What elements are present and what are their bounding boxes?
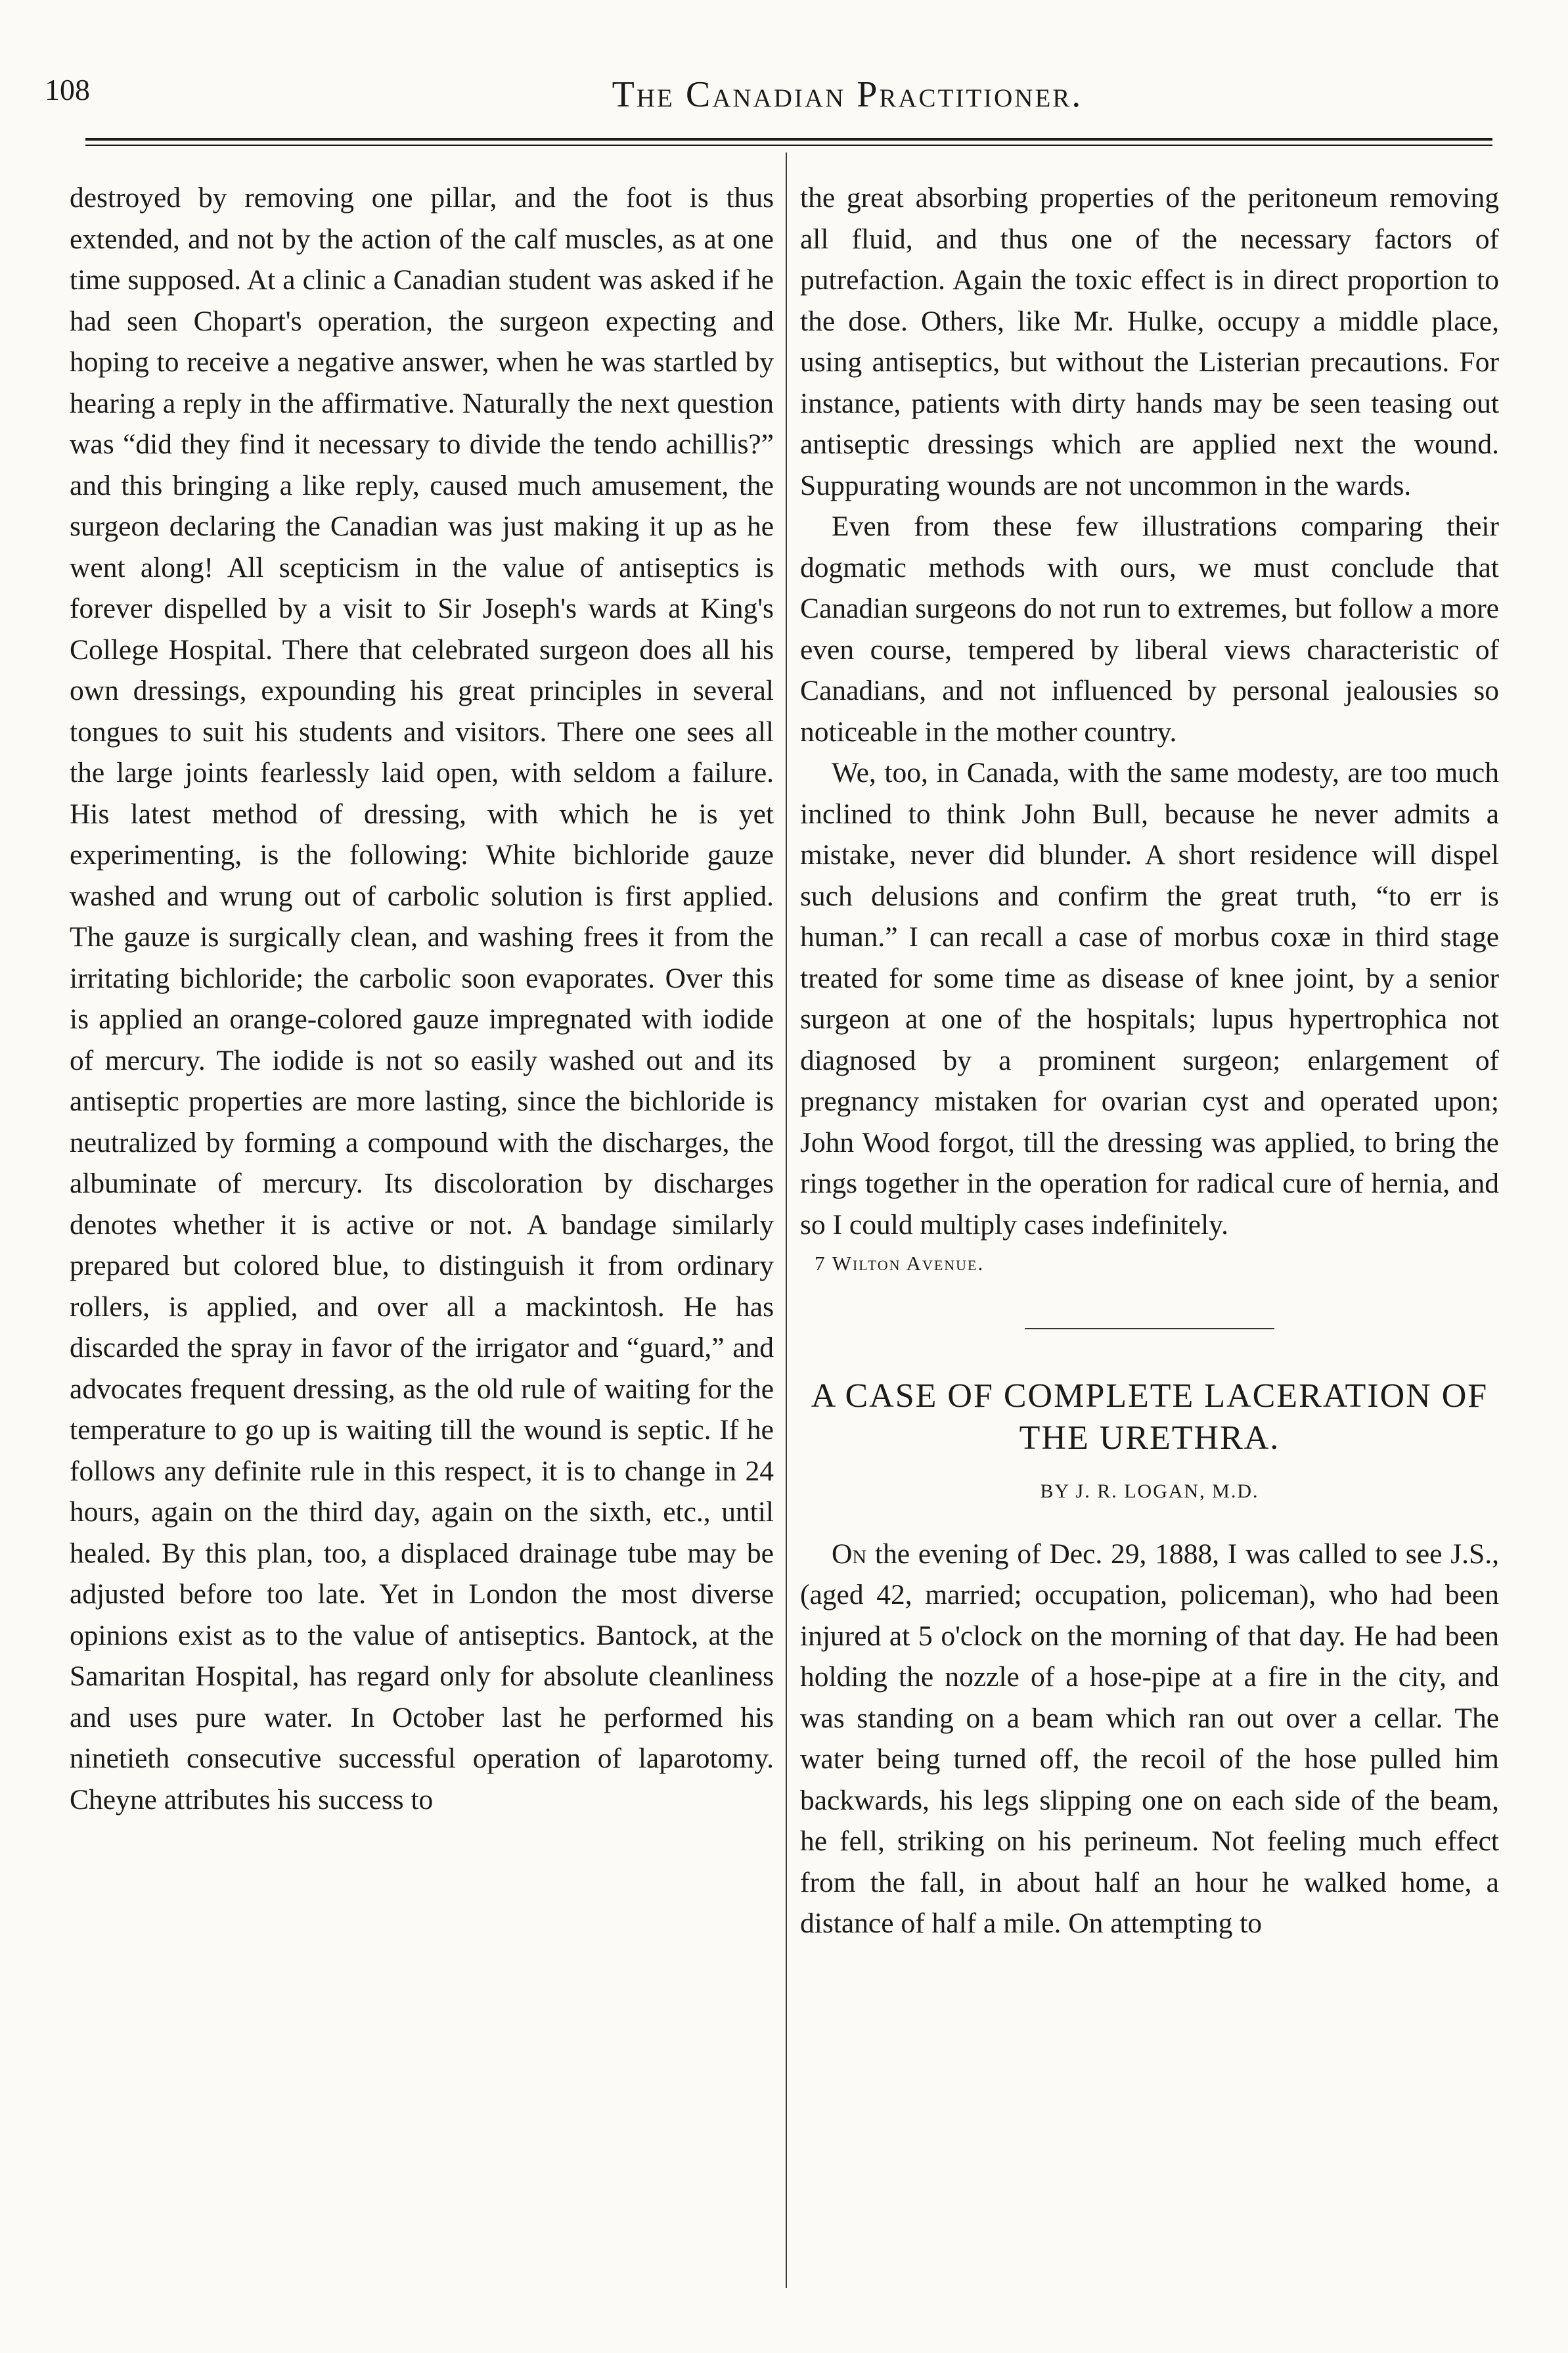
left-paragraph-1: destroyed by removing one pillar, and the foot is thus extended, and not by the action of the calf muscles, as at one time supposed. At a clinic a Canadian student was asked if he had seen Chopart's operation, the surgeon expecting and hoping to receive a negative answer, when he was startled by hearing a reply in the affirmative. Naturally the next question was “did they find it necessary to divide the tendo achillis?” and this bringing a like reply, caused much amusement, the surgeon declaring the Canadian was just making it up as he went along! All scepticism in the value of antiseptics is forever dispelled by a visit to Sir Joseph's wards at King's College Hospital. There that celebrated surgeon does all his own dressings, expounding his great principles in several tongues to suit his students and visitors. There one sees all the large joints fearlessly laid open, with seldom a failure. His latest method of dressing, with which he is yet experimenting, is the following: White bichloride gauze washed and wrung out of carbolic solution is first applied. The gauze is surgically clean, and washing frees it from the irritating bichloride; the carbolic soon evaporates. Over this is applied an orange-colored gauze impregnated with iodide of mercury. The iodide is not so easily washed out and its antiseptic properties are more lasting, since the bichloride is neutralized by forming a compound with the discharges, the albuminate of mercury. Its discoloration by discharges denotes whether it is active or not. A bandage similarly prepared but colored blue, to distinguish it from ordinary rollers, is applied, and over all a mackintosh. He has discarded the spray in favor of the irrigator and “guard,” and advocates frequent dressing, as the old rule of waiting for the temperature to go up is waiting till the wound is septic. If he follows any definite rule in this respect, it is to change in 24 hours, again on the third day, again on the sixth, etc., until healed. By this plan, too, a displaced drainage tube may be adjusted before too late. Yet in London the most diverse opinions exist as to the value of antiseptics. Bantock, at the Samaritan Hospital, has regard only for absolute cleanliness and uses pure water. In October last he performed his ninetieth consecutive successful operation of laparotomy. Cheyne attributes his success to — [70, 182, 774, 1816]
right-paragraph-2: Even from these few illustrations comparing their dogmatic methods with ours, we must conclude that Canadian surgeons do not run to extremes, but follow a more even course, tempered by liberal views characteristic of Canadians, and not influenced by personal jealousies so noticeable in the mother country. — [800, 511, 1499, 748]
article-paragraph-1 — [800, 1534, 1499, 1944]
header-rule-thick — [85, 138, 1492, 141]
article-opening-word: On — [832, 1538, 867, 1570]
author-address: 7 Wilton Avenue. — [815, 1252, 985, 1275]
right-paragraph-3: We, too, in Canada, with the same modesty, are too much inclined to think John Bull, because he never admits a mistake, never did blunder. A short residence will dispel such delusions and confirm the great truth, “to err is human.” I can recall a case of morbus coxæ in third stage treated for some time as disease of knee joint, by a senior surgeon at one of the hospitals; lupus hypertrophica not diagnosed by a prominent surgeon; enlargement of pregnancy mistaken for ovarian cyst and operated upon; John Wood forgot, till the dressing was applied, to bring the rings together in the operation for radical cure of hernia, and so I could multiply cases indefinitely. — [800, 757, 1499, 1241]
right-paragraph-1: the great absorbing properties of the peritoneum removing all fluid, and thus one of the necessary factors of putrefaction. Again the toxic effect is in direct proportion to the dose. Others, like Mr. Hulke, occupy a middle place, using antiseptics, but without the Listerian precautions. For instance, patients with dirty hands may be seen teasing out antiseptic dressings which are applied next the wound. Suppurating wounds are not uncommon in the wards. — [800, 182, 1499, 501]
page-number: 108 — [45, 73, 90, 106]
article-body-text: the evening of Dec. 29, 1888, I was called to see J.S., (aged 42, married; occupation, policeman), who had been injured at 5 o'clock on the morning of that day. He had been holding the nozzle of a hose-pipe at a fire in the city, and was standing on a beam which ran out over a cellar. The water being turned off, the recoil of the hose pulled him backwards, his legs slipping one on each side of the beam, he fell, striking on his perineum. Not feeling much effect from the fall, in about half an hour he walked home, a distance of half a mile. On attempting to — [800, 1538, 1499, 1939]
article-title: A CASE OF COMPLETE LACERATION OF THE URETHRA. — [811, 1377, 1489, 1457]
column-divider — [786, 152, 787, 2288]
article-byline: BY J. R. LOGAN, M.D. — [1040, 1480, 1259, 1502]
running-head-title: The Canadian Practitioner. — [612, 74, 1083, 115]
section-separator-rule — [1025, 1328, 1274, 1329]
right-column — [800, 177, 1499, 1944]
left-column — [70, 177, 774, 1820]
header-rule-thin — [85, 145, 1492, 146]
